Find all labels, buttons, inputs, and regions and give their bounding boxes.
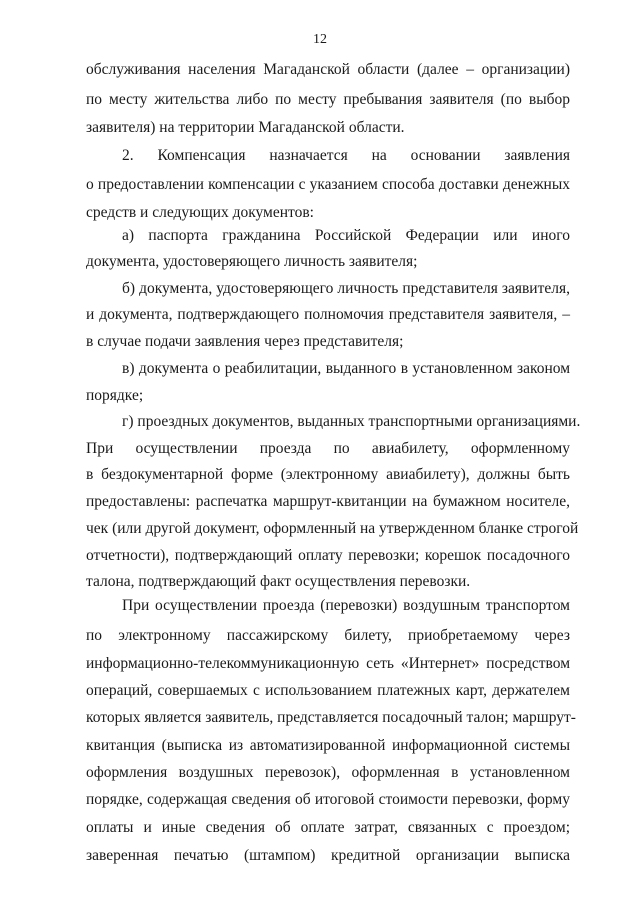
- text-line: по электронному пассажирскому билету, приобретаемому через: [86, 627, 570, 644]
- text-line: в случае подачи заявления через представителя;: [86, 333, 404, 350]
- text-line: При осуществлении проезда по авиабилету, оформленному: [86, 440, 570, 457]
- text-line: документа, удостоверяющего личность заявителя;: [86, 253, 418, 270]
- text-line: операций, совершаемых с использованием платежных карт, держателем: [86, 682, 570, 699]
- text-line: заявителя) на территории Магаданской области.: [86, 119, 405, 136]
- text-line: предоставлены: распечатка маршрут-квитанции на бумажном носителе,: [86, 493, 570, 510]
- text-line: средств и следующих документов:: [86, 204, 314, 221]
- text-line: порядке;: [86, 387, 144, 404]
- text-line: При осуществлении проезда (перевозки) воздушным транспортом: [122, 597, 570, 614]
- text-line: обслуживания населения Магаданской области (далее – организации): [86, 61, 570, 78]
- text-line: которых является заявитель, представляется посадочный талон; маршрут-: [86, 709, 576, 726]
- page-number: 12: [313, 32, 327, 47]
- text-line: в) документа о реабилитации, выданного в установленном законом: [122, 360, 570, 377]
- text-line: оплаты и иные сведения об оплате затрат, связанных с проездом;: [86, 819, 570, 836]
- text-line: оформления воздушных перевозок), оформленная в установленном: [86, 764, 570, 781]
- text-line: чек (или другой документ, оформленный на утвержденном бланке строгой: [86, 520, 579, 537]
- text-line: а) паспорта гражданина Российской Федерации или иного: [122, 227, 570, 244]
- text-line: порядке, содержащая сведения об итоговой стоимости перевозки, форму: [86, 791, 570, 808]
- text-line: и документа, подтверждающего полномочия представителя заявителя, –: [86, 306, 570, 323]
- text-line: отчетности), подтверждающий оплату перевозки; корешок посадочного: [86, 547, 570, 564]
- text-line: о предоставлении компенсации с указанием способа доставки денежных: [86, 176, 570, 193]
- text-line: информационно-телекоммуникационную сеть «Интернет» посредством: [86, 655, 570, 672]
- text-line: в бездокументарной форме (электронному авиабилету), должны быть: [86, 466, 570, 483]
- text-line: 2. Компенсация назначается на основании заявления: [122, 147, 570, 164]
- text-line: б) документа, удостоверяющего личность представителя заявителя,: [122, 280, 570, 297]
- text-line: по месту жительства либо по месту пребывания заявителя (по выбор: [86, 91, 570, 108]
- text-line: заверенная печатью (штампом) кредитной организации выписка: [86, 847, 570, 864]
- text-line: г) проездных документов, выданных транспортными организациями.: [122, 413, 581, 430]
- text-line: талона, подтверждающий факт осуществления перевозки.: [86, 573, 471, 590]
- text-line: квитанция (выписка из автоматизированной информационной системы: [86, 737, 570, 754]
